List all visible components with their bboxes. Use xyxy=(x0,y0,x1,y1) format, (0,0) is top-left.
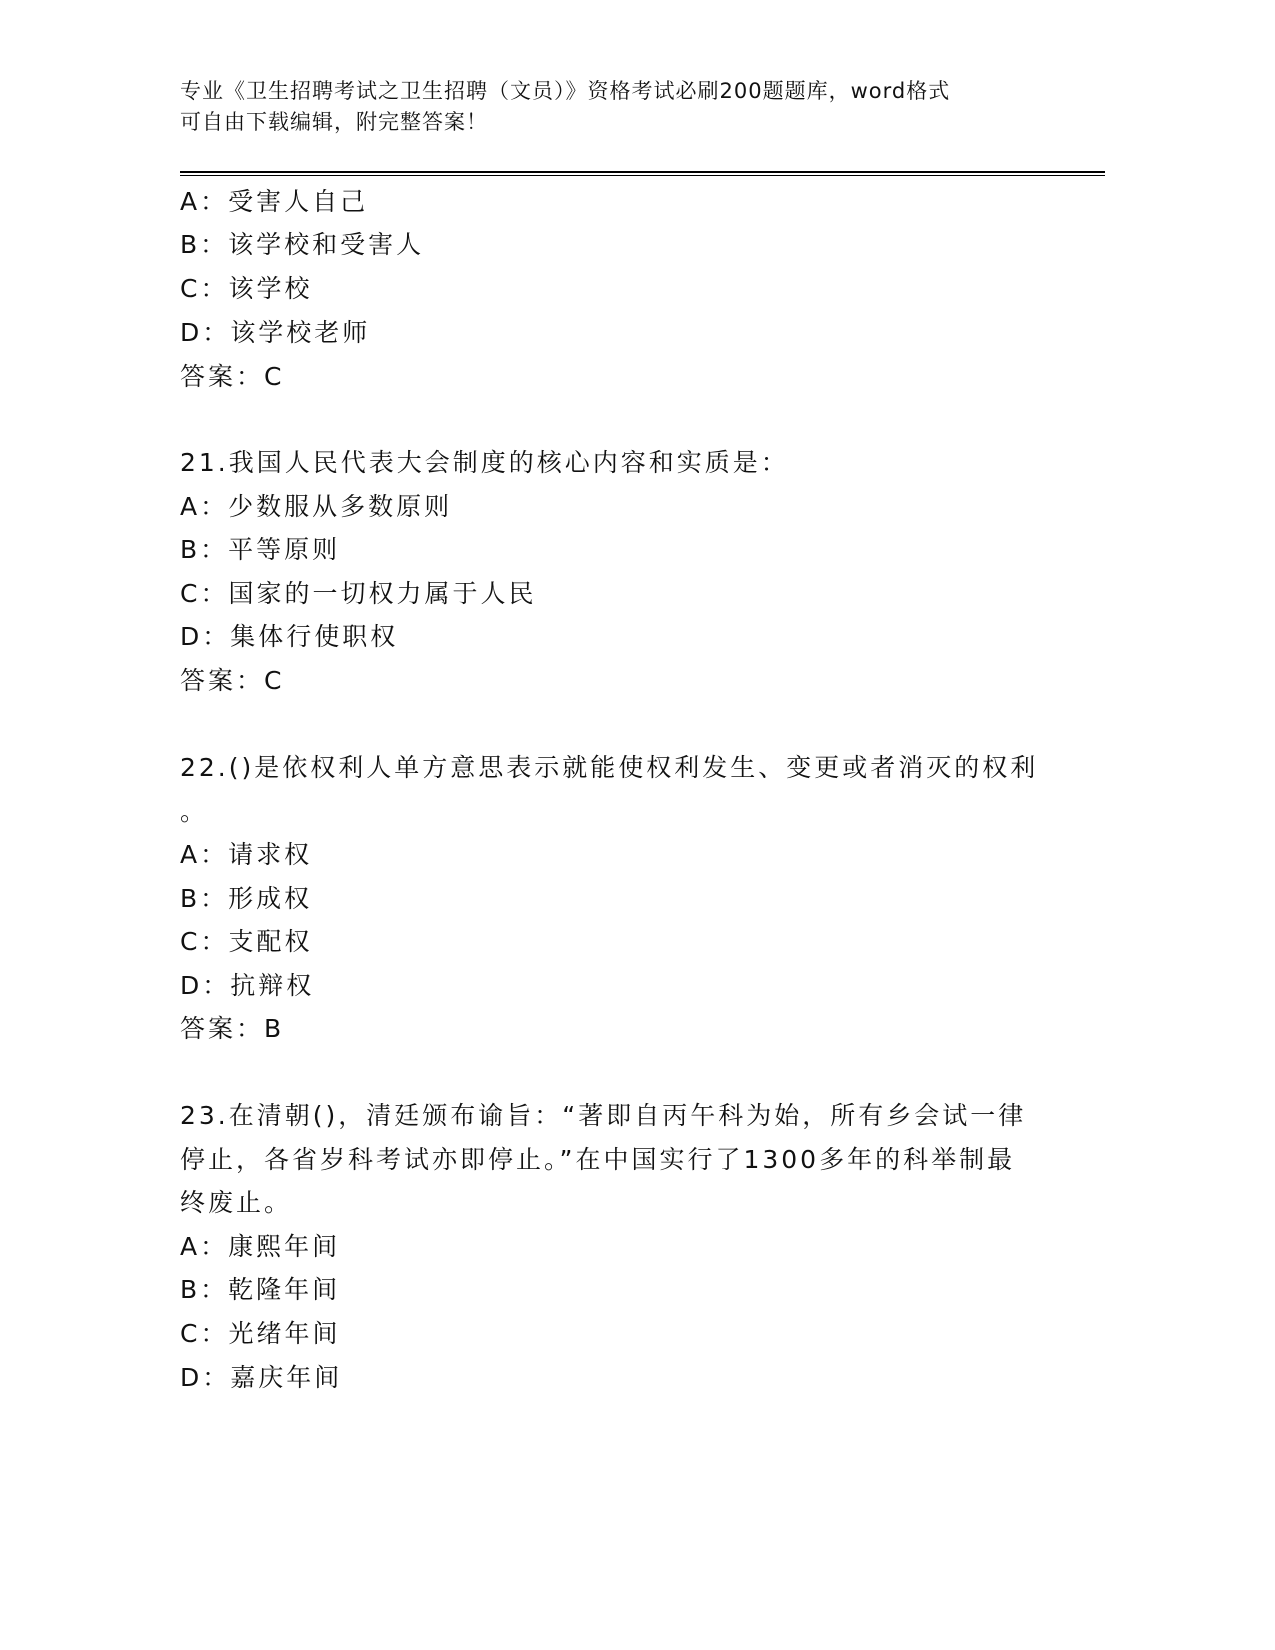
q23-option-d: D：嘉庆年间 xyxy=(180,1363,343,1392)
header-rule-bottom xyxy=(180,175,1105,176)
q20-option-b: B：该学校和受害人 xyxy=(180,230,425,259)
q23-stem-line-1: 23.在清朝()，清廷颁布谕旨：“著即自丙午科为始，所有乡会试一律 xyxy=(180,1101,1027,1130)
q23-option-c: C：光绪年间 xyxy=(180,1319,341,1348)
q23-option-b: B：乾隆年间 xyxy=(180,1275,341,1304)
q21-stem: 21.我国人民代表大会制度的核心内容和实质是： xyxy=(180,448,789,477)
q22-stem-line-1: 22.()是依权利人单方意思表示就能使权利发生、变更或者消灭的权利 xyxy=(180,753,1039,782)
q22-answer: 答案：B xyxy=(180,1014,285,1043)
q23-stem-line-3: 终废止。 xyxy=(180,1188,293,1217)
q21-option-d: D：集体行使职权 xyxy=(180,622,399,651)
q22-stem-line-2: 。 xyxy=(180,797,209,826)
header-line-1: 专业《卫生招聘考试之卫生招聘（文员）》资格考试必刷200题题库，word格式 xyxy=(180,79,951,103)
header-line-2: 可自由下载编辑，附完整答案！ xyxy=(180,110,488,134)
q21-option-c: C：国家的一切权力属于人民 xyxy=(180,579,537,608)
q20-option-a: A：受害人自己 xyxy=(180,187,369,216)
q20-answer: 答案：C xyxy=(180,362,285,391)
header-rule-top xyxy=(180,171,1105,173)
q23-stem-line-2: 停止，各省岁科考试亦即停止。”在中国实行了1300多年的科举制最 xyxy=(180,1145,1016,1174)
q22-option-c: C：支配权 xyxy=(180,927,313,956)
q21-option-a: A：少数服从多数原则 xyxy=(180,492,453,521)
q22-option-a: A：请求权 xyxy=(180,840,313,869)
q20-option-c: C：该学校 xyxy=(180,274,313,303)
q21-option-b: B：平等原则 xyxy=(180,535,341,564)
q20-option-d: D：该学校老师 xyxy=(180,318,371,347)
q21-answer: 答案：C xyxy=(180,666,285,695)
q23-option-a: A：康熙年间 xyxy=(180,1232,341,1261)
q22-option-b: B：形成权 xyxy=(180,884,313,913)
q22-option-d: D：抗辩权 xyxy=(180,971,315,1000)
